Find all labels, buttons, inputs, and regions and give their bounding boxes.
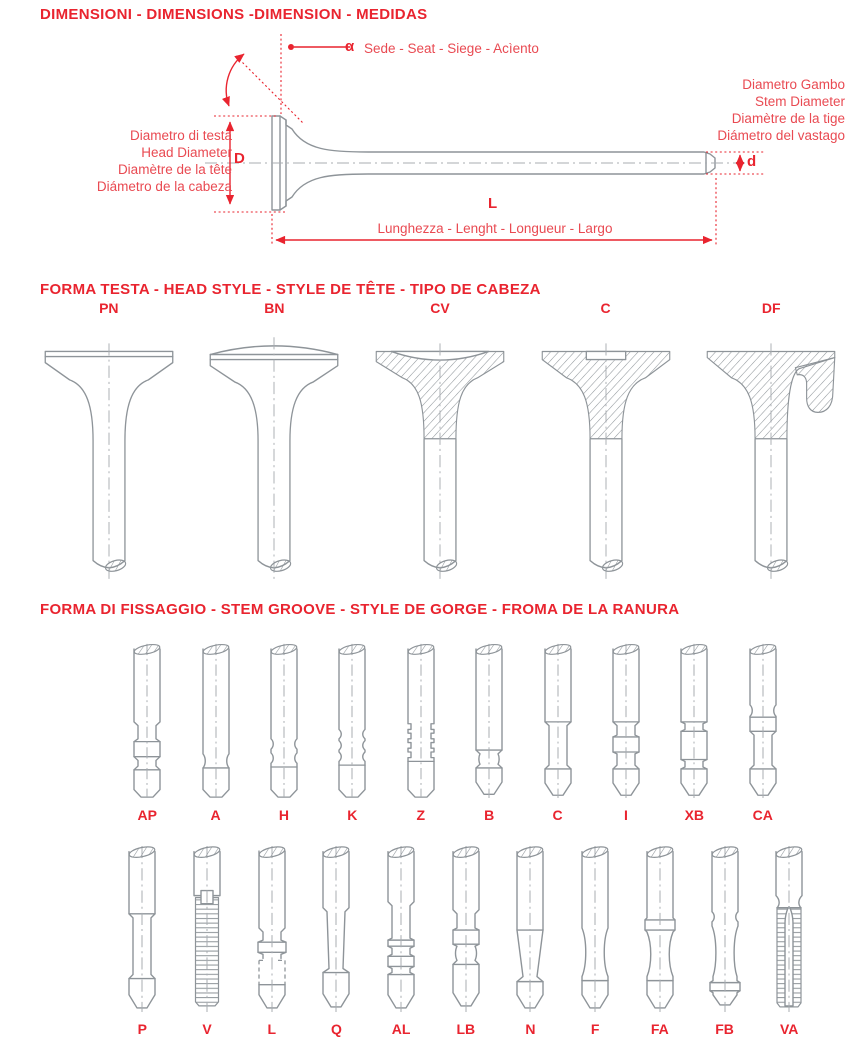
head-style-pn: [26, 300, 192, 587]
stem-diameter-line: Diametro Gambo: [742, 77, 845, 92]
stem-groove-fb: [692, 843, 757, 1037]
head-style-drawing-df: [696, 321, 846, 587]
stem-diameter-symbol: d: [747, 153, 757, 170]
stem-groove-label: VA: [780, 1021, 799, 1037]
stem-groove-label: C: [552, 807, 563, 823]
head-diameter-line: Diámetro de la cabeza: [96, 179, 232, 194]
seat-label: Sede - Seat - Siege - Acìento: [364, 41, 539, 56]
stem-diameter-line: Stem Diameter: [754, 94, 845, 109]
stem-groove-p: [110, 843, 175, 1037]
stem-groove-label: FB: [715, 1021, 734, 1037]
head-style-c: [523, 300, 689, 587]
head-style-label: C: [600, 300, 611, 316]
stem-groove-drawing-al: [369, 843, 433, 1013]
stem-groove-drawing-c: [526, 641, 590, 799]
stem-groove-label: B: [484, 807, 495, 823]
stem-groove-drawing-q: [304, 843, 368, 1013]
stem-groove-label: N: [525, 1021, 536, 1037]
head-style-section-title: FORMA TESTA - HEAD STYLE - STYLE DE TÊTE - TIPO DE CABEZA: [40, 281, 541, 298]
stem-groove-al: [369, 843, 434, 1037]
stem-groove-drawing-l: [240, 843, 304, 1013]
head-diameter-symbol: D: [234, 150, 245, 167]
stem-groove-l: [239, 843, 304, 1037]
head-style-drawing-c: [531, 321, 681, 587]
head-style-drawing-pn: [34, 321, 184, 587]
head-diameter-label: [30, 127, 232, 195]
stem-diameter-line: Diamètre de la tige: [731, 111, 845, 126]
stem-groove-drawing-lb: [434, 843, 498, 1013]
head-style-drawing-bn: [199, 321, 349, 587]
stem-groove-drawing-xb: [662, 641, 726, 799]
stem-groove-fa: [628, 843, 693, 1037]
stem-groove-lb: [433, 843, 498, 1037]
stem-groove-label: AL: [391, 1021, 411, 1037]
stem-groove-z: [387, 641, 455, 823]
stem-groove-xb: [660, 641, 728, 823]
stem-groove-drawing-p: [110, 843, 174, 1013]
stem-groove-label: Q: [330, 1021, 342, 1037]
stem-groove-c: [523, 641, 591, 823]
stem-groove-label: CA: [752, 807, 773, 823]
stem-groove-drawing-b: [457, 641, 521, 799]
stem-groove-row-1: [113, 641, 797, 823]
head-style-label: DF: [761, 300, 781, 316]
head-diameter-line: Head Diameter: [141, 145, 232, 160]
head-style-label: CV: [430, 300, 450, 316]
stem-groove-k: [318, 641, 386, 823]
stem-groove-f: [563, 843, 628, 1037]
stem-groove-section-title: FORMA DI FISSAGGIO - STEM GROOVE - STYLE DE GORGE - FROMA DE LA RANURA: [40, 601, 680, 618]
stem-groove-label: XB: [684, 807, 705, 823]
stem-groove-label: P: [137, 1021, 148, 1037]
stem-groove-va: [757, 843, 822, 1037]
stem-groove-label: FA: [650, 1021, 669, 1037]
stem-groove-label: F: [590, 1021, 600, 1037]
seat-corner-dot: [288, 44, 294, 50]
stem-groove-drawing-f: [563, 843, 627, 1013]
stem-groove-n: [498, 843, 563, 1037]
stem-groove-drawing-n: [498, 843, 562, 1013]
alpha-symbol: α: [345, 38, 355, 55]
head-style-label: PN: [99, 300, 119, 316]
stem-groove-drawing-v: [175, 843, 239, 1013]
stem-groove-row-2: [110, 843, 822, 1037]
stem-groove-label: V: [202, 1021, 212, 1037]
stem-groove-label: Z: [416, 807, 426, 823]
stem-groove-h: [250, 641, 318, 823]
head-diameter-line: Diametro di testa: [129, 128, 232, 143]
stem-groove-label: H: [278, 807, 290, 823]
stem-groove-drawing-ap: [115, 641, 179, 799]
head-style-row: [26, 300, 854, 587]
stem-groove-drawing-k: [320, 641, 384, 799]
stem-groove-i: [592, 641, 660, 823]
stem-groove-label: LB: [456, 1021, 476, 1037]
head-style-df: [688, 300, 854, 587]
stem-groove-label: L: [267, 1021, 276, 1037]
head-style-bn: [192, 300, 358, 587]
stem-groove-drawing-fb: [693, 843, 757, 1013]
stem-groove-ap: [113, 641, 181, 823]
length-symbol: L: [488, 195, 498, 212]
dimensions-section-title: DIMENSIONI - DIMENSIONS -DIMENSION - MEDIDAS: [40, 6, 428, 23]
stem-groove-drawing-va: [757, 843, 821, 1013]
stem-groove-drawing-ca: [731, 641, 795, 799]
stem-groove-drawing-h: [252, 641, 316, 799]
length-label: Lunghezza - Lenght - Longueur - Largo: [377, 221, 613, 236]
stem-groove-label: AP: [137, 807, 157, 823]
head-style-drawing-cv: [365, 321, 515, 587]
stem-diameter-label: [643, 76, 845, 144]
stem-groove-drawing-a: [184, 641, 248, 799]
stem-groove-b: [455, 641, 523, 823]
stem-groove-label: I: [623, 807, 628, 823]
stem-groove-q: [304, 843, 369, 1037]
stem-groove-drawing-i: [594, 641, 658, 799]
stem-groove-ca: [729, 641, 797, 823]
head-style-cv: [357, 300, 523, 587]
stem-groove-label: K: [347, 807, 358, 823]
head-style-label: BN: [264, 300, 285, 316]
stem-groove-a: [181, 641, 249, 823]
stem-diameter-line: Diámetro del vastago: [717, 128, 845, 143]
head-diameter-line: Diamètre de la tête: [117, 162, 232, 177]
stem-groove-v: [175, 843, 240, 1037]
stem-groove-label: A: [210, 807, 221, 823]
stem-groove-drawing-z: [389, 641, 453, 799]
stem-groove-drawing-fa: [628, 843, 692, 1013]
